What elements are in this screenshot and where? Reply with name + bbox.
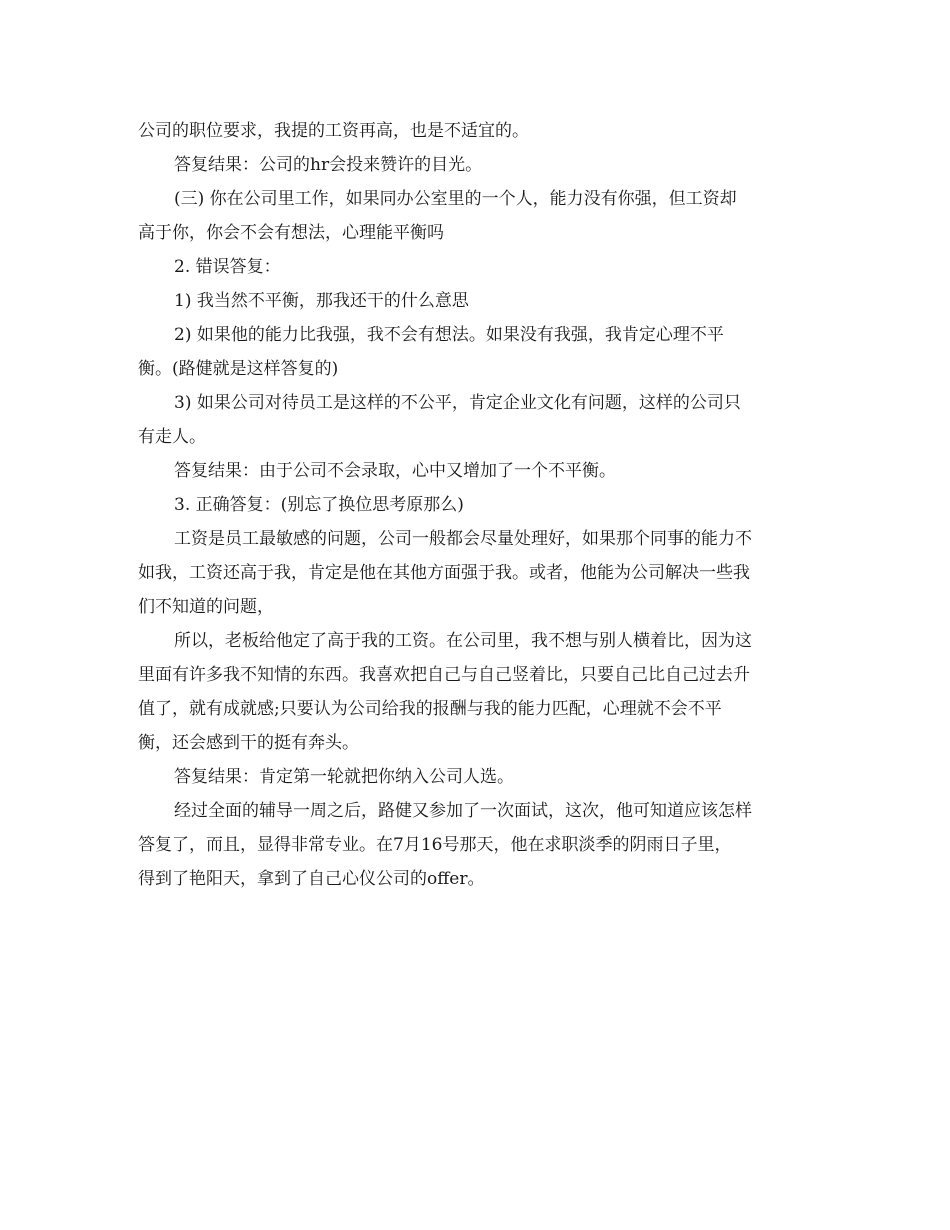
text-line: (三) 你在公司里工作，如果同办公室里的一个人，能力没有你强，但工资却 [174, 189, 737, 209]
paragraph [138, 148, 814, 182]
paragraph [138, 318, 814, 386]
paragraph [138, 760, 814, 794]
text-line: 衡。(路健就是这样答复的) [138, 359, 339, 379]
paragraph [138, 386, 814, 454]
paragraph [138, 794, 814, 896]
text-line: 如我，工资还高于我，肯定是他在其他方面强于我。或者，他能为公司解决一些我 [138, 563, 750, 583]
document-body [138, 114, 814, 896]
text-line: 答复结果：肯定第一轮就把你纳入公司人选。 [174, 767, 514, 787]
paragraph [138, 454, 814, 488]
text-line: 得到了艳阳天，拿到了自己心仪公司的offer。 [138, 869, 485, 889]
text-line: 经过全面的辅导一周之后，路健又参加了一次面试，这次，他可知道应该怎样 [174, 801, 752, 821]
paragraph [138, 284, 814, 318]
text-line: 衡，还会感到干的挺有奔头。 [138, 733, 359, 753]
paragraph [138, 522, 814, 624]
paragraph [138, 114, 814, 148]
text-line: 答复结果：公司的hr会投来赞许的目光。 [174, 155, 483, 175]
text-line: 2) 如果他的能力比我强，我不会有想法。如果没有我强，我肯定心理不平 [174, 325, 724, 345]
text-line: 2. 错误答复： [174, 257, 281, 277]
text-line: 3. 正确答复：(别忘了换位思考原那么) [174, 495, 464, 515]
text-line: 高于你，你会不会有想法，心理能平衡吗 [138, 223, 444, 243]
text-line: 们不知道的问题， [138, 597, 274, 617]
text-line: 1) 我当然不平衡，那我还干的什么意思 [174, 291, 469, 311]
text-line: 里面有许多我不知情的东西。我喜欢把自己与自己竖着比，只要自己比自己过去升 [138, 665, 750, 685]
text-line: 有走人。 [138, 427, 206, 447]
paragraph [138, 624, 814, 760]
text-line: 所以，老板给他定了高于我的工资。在公司里，我不想与别人横着比，因为这 [174, 631, 752, 651]
text-line: 公司的职位要求，我提的工资再高，也是不适宜的。 [138, 121, 529, 141]
text-line: 答复结果：由于公司不会录取，心中又增加了一个不平衡。 [174, 461, 616, 481]
paragraph [138, 250, 814, 284]
paragraph [138, 488, 814, 522]
text-line: 工资是员工最敏感的问题，公司一般都会尽量处理好，如果那个同事的能力不 [174, 529, 752, 549]
text-line: 3) 如果公司对待员工是这样的不公平，肯定企业文化有问题，这样的公司只 [174, 393, 741, 413]
text-line: 答复了，而且，显得非常专业。在7月16号那天，他在求职淡季的阴雨日子里， [138, 835, 732, 855]
paragraph [138, 182, 814, 250]
text-line: 值了，就有成就感;只要认为公司给我的报酬与我的能力匹配，心理就不会不平 [138, 699, 722, 719]
